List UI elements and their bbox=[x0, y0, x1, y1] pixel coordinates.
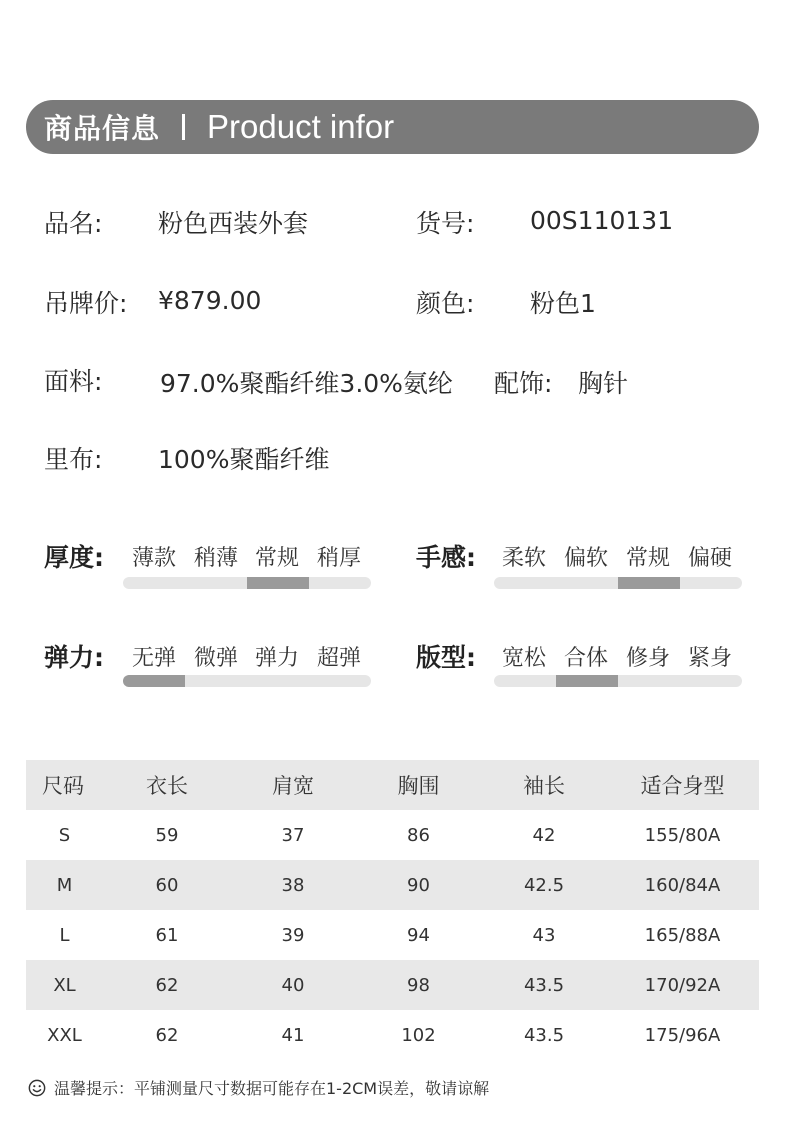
attribute-scale-track bbox=[123, 675, 371, 687]
header-title-cn: 商品信息 bbox=[44, 112, 161, 145]
table-row bbox=[26, 860, 759, 910]
attribute-scale-fill bbox=[618, 577, 680, 589]
table-cell: 160/84A bbox=[606, 860, 759, 910]
name-label: 品名: bbox=[44, 209, 103, 238]
attribute-option: 常规 bbox=[625, 546, 670, 571]
attribute-option: 薄款 bbox=[131, 546, 176, 571]
table-header: 尺码 bbox=[26, 760, 103, 810]
fabric-label: 面料: bbox=[44, 367, 103, 396]
tip-text: 温馨提示：平铺测量尺寸数据可能存在1-2CM误差，敬请谅解 bbox=[54, 1079, 490, 1098]
attribute-scale-fill bbox=[556, 675, 618, 687]
lining-value: 100%聚酯纤维 bbox=[158, 445, 330, 474]
table-cell: 59 bbox=[155, 824, 179, 846]
name-value: 粉色西装外套 bbox=[158, 209, 309, 238]
table-header: 肩宽 bbox=[231, 760, 355, 810]
header-divider bbox=[182, 114, 185, 140]
table-cell: 90 bbox=[355, 860, 482, 910]
table-cell: 37 bbox=[281, 824, 305, 846]
attribute-option: 稍厚 bbox=[316, 546, 361, 571]
attribute-scale-track bbox=[494, 577, 742, 589]
table-cell: 40 bbox=[231, 960, 355, 1010]
table-cell: M bbox=[26, 860, 103, 910]
table-cell: 41 bbox=[281, 1024, 305, 1046]
attribute-scale-fill bbox=[247, 577, 309, 589]
table-header: 袖长 bbox=[482, 760, 606, 810]
table-cell: 61 bbox=[155, 924, 179, 946]
attribute-option: 常规 bbox=[254, 546, 299, 571]
price-label: 吊牌价: bbox=[44, 289, 128, 318]
table-cell: 102 bbox=[401, 1024, 436, 1046]
table-cell: 175/96A bbox=[644, 1024, 721, 1046]
measurement-tip bbox=[28, 1076, 489, 1099]
table-cell: 60 bbox=[103, 860, 231, 910]
attribute-option: 合体 bbox=[563, 646, 608, 671]
attribute-option: 弹力 bbox=[254, 646, 299, 671]
table-cell: S bbox=[58, 824, 71, 846]
table-cell: L bbox=[59, 924, 70, 946]
attribute-scale-track bbox=[494, 675, 742, 687]
attribute-option: 偏硬 bbox=[687, 546, 732, 571]
attribute-option: 无弹 bbox=[131, 646, 176, 671]
sku-value: 00S110131 bbox=[530, 206, 674, 235]
table-cell: 62 bbox=[155, 1024, 179, 1046]
attribute-scale-track bbox=[123, 577, 371, 589]
color-label: 颜色: bbox=[416, 289, 475, 318]
table-cell: 43.5 bbox=[523, 1024, 565, 1046]
attribute-label: 版型: bbox=[416, 643, 476, 672]
header-title-en: Product infor bbox=[207, 108, 395, 145]
table-cell: 42 bbox=[532, 824, 556, 846]
table-header: 胸围 bbox=[355, 760, 482, 810]
smiley-icon bbox=[28, 1079, 46, 1097]
attribute-label: 厚度: bbox=[44, 543, 104, 572]
attribute-option: 稍薄 bbox=[193, 546, 238, 571]
table-cell: 62 bbox=[103, 960, 231, 1010]
attribute-label: 手感: bbox=[416, 543, 476, 572]
table-cell: 165/88A bbox=[644, 924, 721, 946]
attribute-option: 宽松 bbox=[501, 646, 546, 671]
accessory-label: 配饰: bbox=[494, 369, 553, 398]
table-row bbox=[26, 810, 759, 860]
table-row bbox=[26, 910, 759, 960]
section-header bbox=[26, 100, 759, 154]
attribute-option: 紧身 bbox=[687, 646, 732, 671]
attribute-option: 微弹 bbox=[193, 646, 238, 671]
table-cell: 98 bbox=[355, 960, 482, 1010]
table-cell: 42.5 bbox=[482, 860, 606, 910]
table-cell: 43.5 bbox=[482, 960, 606, 1010]
table-cell: 43 bbox=[532, 924, 556, 946]
price-value: ¥879.00 bbox=[158, 286, 262, 315]
attribute-label: 弹力: bbox=[44, 643, 104, 672]
attribute-option: 偏软 bbox=[563, 546, 608, 571]
table-cell: 94 bbox=[407, 924, 430, 946]
sku-label: 货号: bbox=[416, 209, 475, 238]
table-header: 适合身型 bbox=[606, 760, 759, 810]
table-row bbox=[26, 1010, 759, 1060]
table-cell: 86 bbox=[407, 824, 430, 846]
size-table bbox=[26, 760, 759, 1060]
table-cell: 155/80A bbox=[644, 824, 721, 846]
table-row bbox=[26, 960, 759, 1010]
attribute-option: 修身 bbox=[625, 646, 670, 671]
table-header-row bbox=[26, 760, 759, 810]
table-cell: XL bbox=[26, 960, 103, 1010]
table-header: 衣长 bbox=[103, 760, 231, 810]
attribute-option: 超弹 bbox=[316, 646, 361, 671]
fabric-value: 97.0%聚酯纤维3.0%氨纶 bbox=[160, 369, 453, 398]
table-cell: 39 bbox=[281, 924, 305, 946]
accessory-value: 胸针 bbox=[578, 369, 629, 398]
attribute-option: 柔软 bbox=[501, 546, 546, 571]
table-cell: XXL bbox=[47, 1024, 82, 1046]
lining-label: 里布: bbox=[44, 445, 103, 474]
color-value: 粉色1 bbox=[530, 289, 596, 318]
table-cell: 170/92A bbox=[606, 960, 759, 1010]
table-cell: 38 bbox=[231, 860, 355, 910]
attribute-scale-fill bbox=[123, 675, 185, 687]
